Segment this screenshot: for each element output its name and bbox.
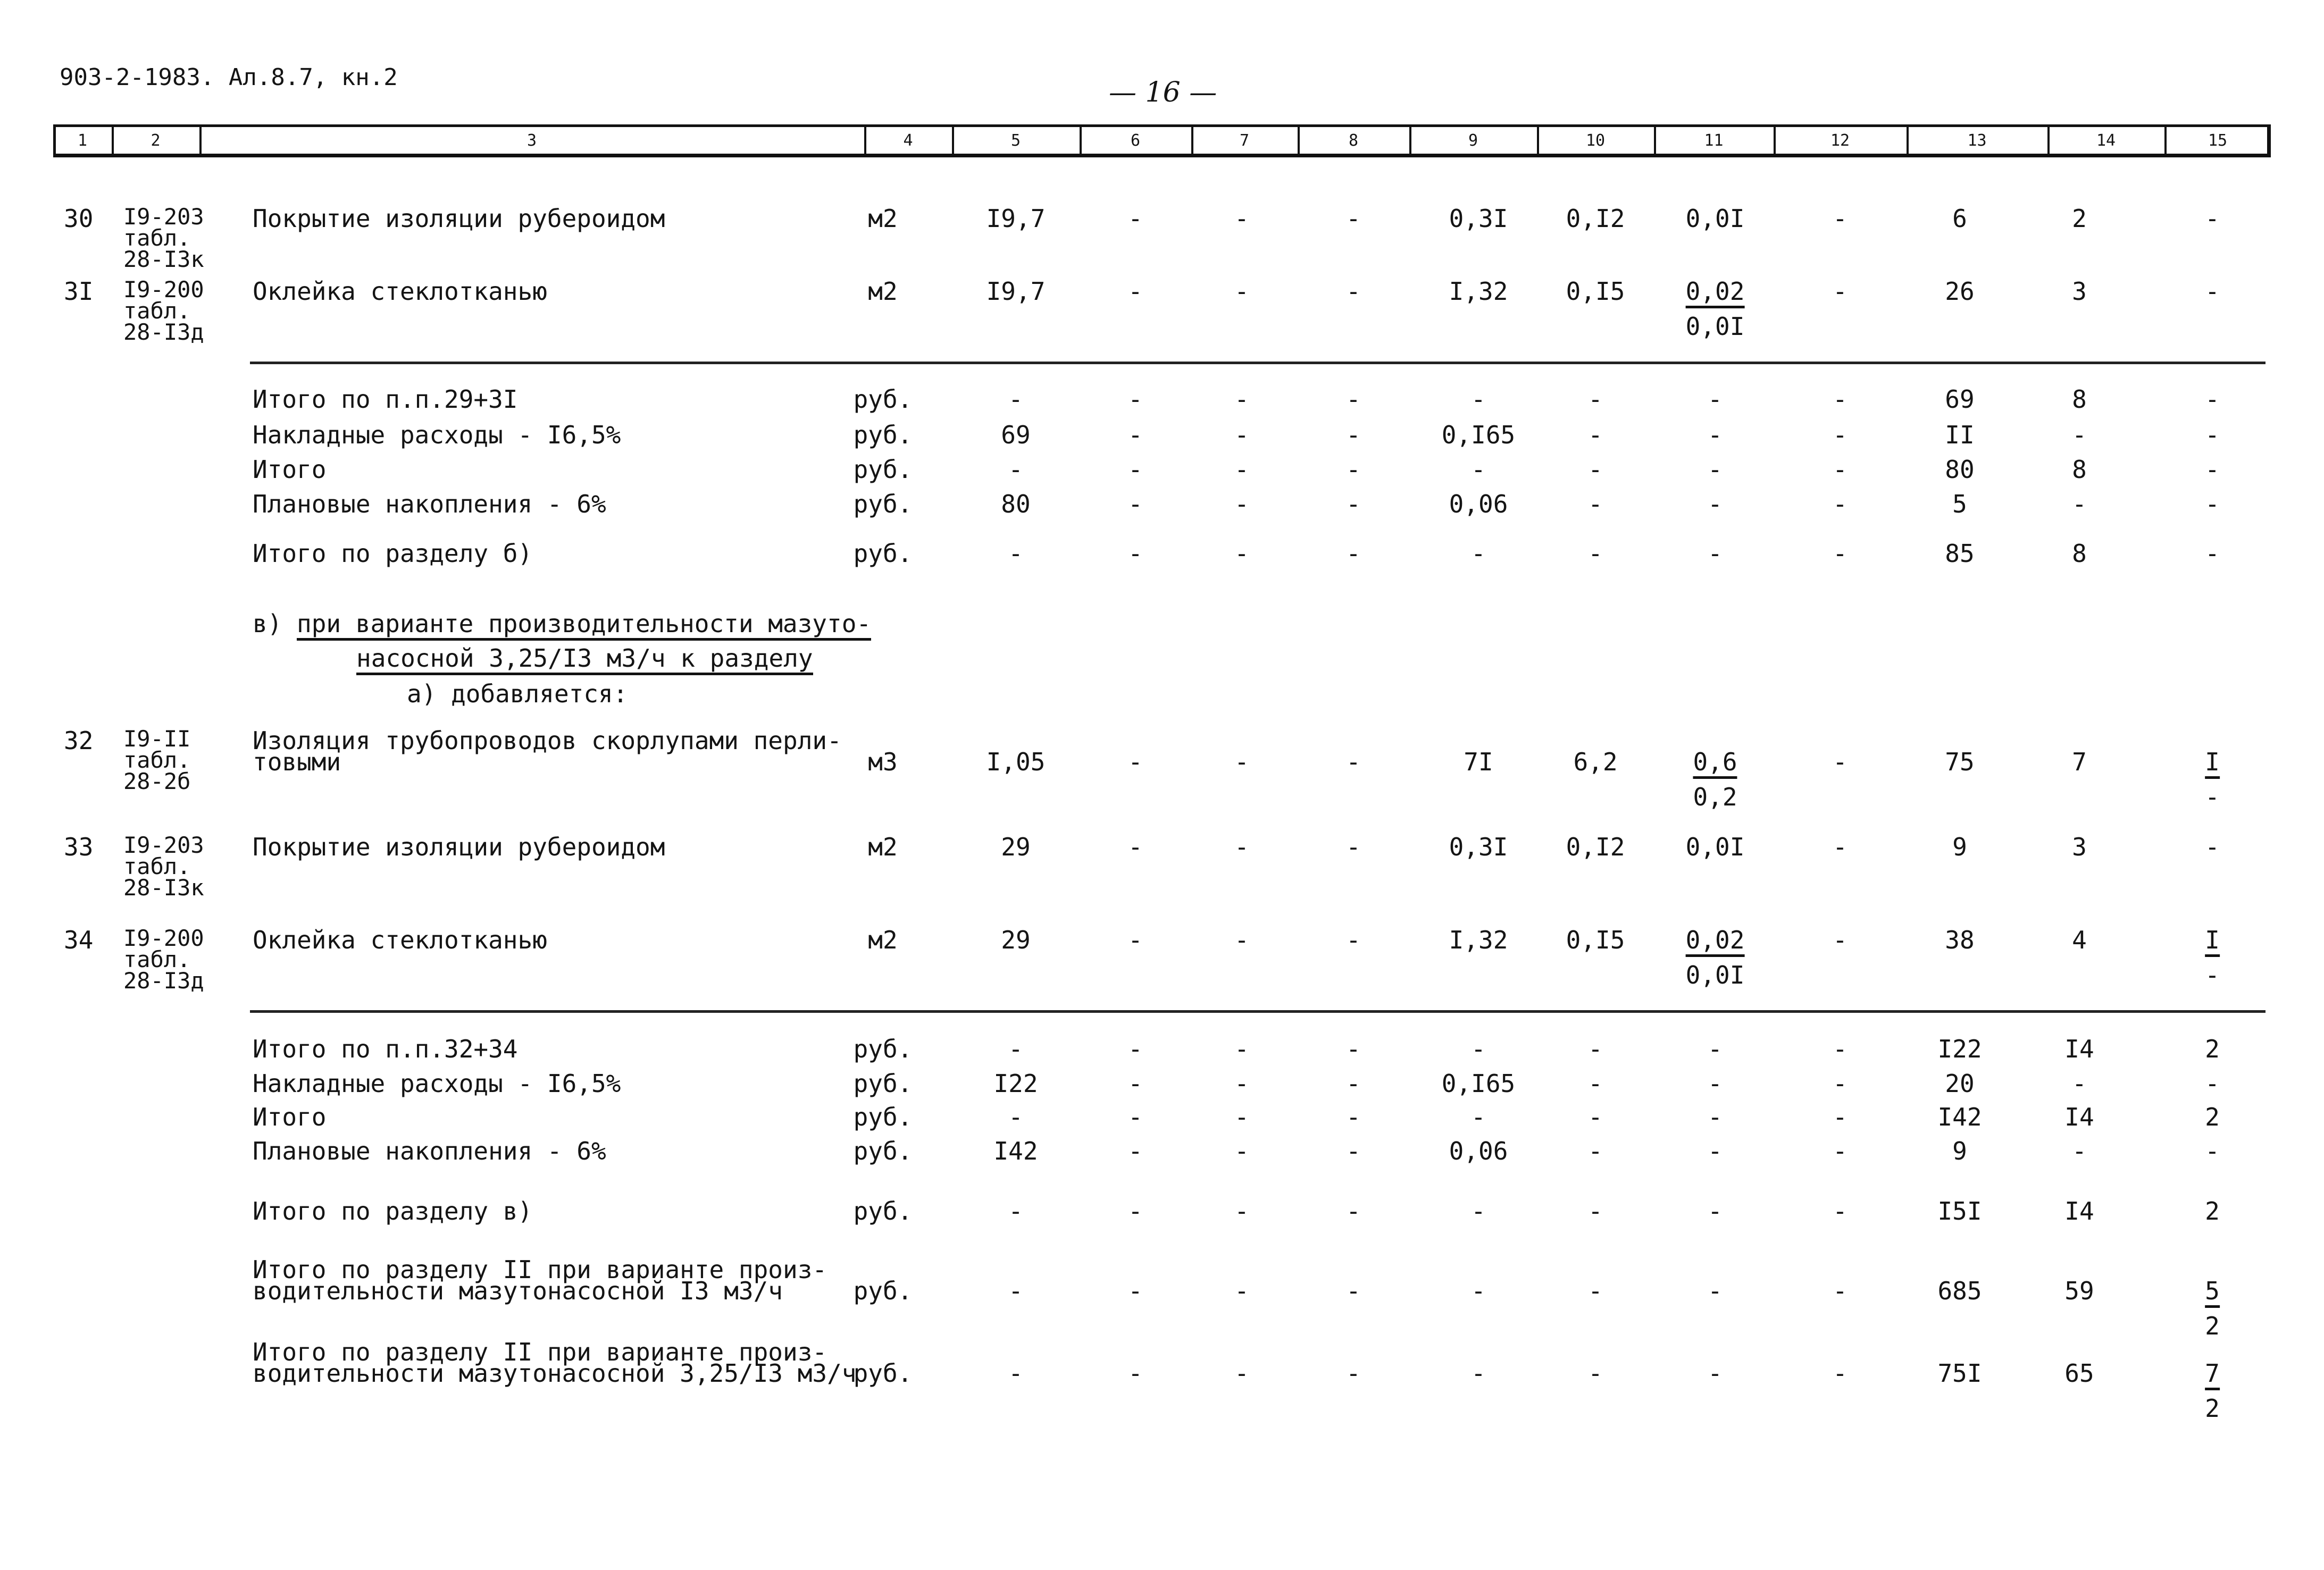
norm-code: 28-I3к xyxy=(123,246,204,272)
value-c14: 2 xyxy=(2072,204,2087,233)
value-c14: - xyxy=(2072,421,2087,449)
value-c5: 69 xyxy=(1001,421,1031,449)
unit: м2 xyxy=(868,833,898,861)
unit: руб. xyxy=(853,1103,913,1131)
norm-code: табл. xyxy=(123,946,191,972)
norm-code: I9-203 xyxy=(123,204,204,230)
unit: м3 xyxy=(868,748,898,776)
value-c8: - xyxy=(1346,926,1361,954)
value-c10: - xyxy=(1588,1277,1603,1305)
column-number-10: 10 xyxy=(1585,131,1606,150)
value-c9: - xyxy=(1471,1035,1486,1063)
value-c14: I4 xyxy=(2064,1035,2094,1063)
value-c6: - xyxy=(1128,455,1143,484)
value-c8: - xyxy=(1346,1069,1361,1098)
value-c15: 7 xyxy=(2205,1361,2220,1390)
value-c14: 8 xyxy=(2072,385,2087,414)
norm-code: I9-203 xyxy=(123,832,204,858)
column-number-7: 7 xyxy=(1239,131,1250,150)
value-c14: - xyxy=(2072,1069,2087,1098)
column-number-3: 3 xyxy=(526,131,537,150)
value-c14: 3 xyxy=(2072,833,2087,861)
value-c5: 29 xyxy=(1001,926,1031,954)
value-c13: 6 xyxy=(1952,204,1967,233)
value-c13: 685 xyxy=(1937,1277,1982,1305)
norm-code: I9-200 xyxy=(123,925,204,951)
column-separator xyxy=(952,124,954,157)
value-c9: 0,I65 xyxy=(1441,1069,1516,1098)
value-c14: 4 xyxy=(2072,926,2087,954)
value-c5: - xyxy=(1008,385,1023,414)
value-c13: I5I xyxy=(1937,1197,1982,1225)
row-number: 30 xyxy=(64,204,94,233)
value-c7: - xyxy=(1234,1197,1249,1225)
value-c9: - xyxy=(1471,1277,1486,1305)
value-c5: - xyxy=(1008,1103,1023,1131)
summary-name: Итого xyxy=(253,1103,327,1131)
value-c13: 26 xyxy=(1945,277,1975,306)
value-c6: - xyxy=(1128,1197,1143,1225)
unit: руб. xyxy=(853,1277,913,1305)
value-c11: - xyxy=(1708,1035,1723,1063)
value-c6: - xyxy=(1128,1069,1143,1098)
value-c8: - xyxy=(1346,204,1361,233)
value-c5: I9,7 xyxy=(986,277,1046,306)
value-c10: - xyxy=(1588,385,1603,414)
value-c5: I,05 xyxy=(986,748,1046,776)
value-c11: - xyxy=(1708,1069,1723,1098)
value-c7: - xyxy=(1234,1277,1249,1305)
unit: м2 xyxy=(868,277,898,306)
value-c11: - xyxy=(1708,539,1723,568)
value-c12: - xyxy=(1833,1069,1848,1098)
value-c12: - xyxy=(1833,1277,1848,1305)
column-separator xyxy=(2047,124,2050,157)
value-c5: - xyxy=(1008,1277,1023,1305)
value-c8: - xyxy=(1346,385,1361,414)
item-name: Оклейка стеклотканью xyxy=(253,277,547,306)
column-number-1: 1 xyxy=(77,131,88,150)
value-c6: - xyxy=(1128,385,1143,414)
norm-code: 28-I3к xyxy=(123,875,204,901)
norm-code: 28-2б xyxy=(123,768,191,794)
value-c11: - xyxy=(1708,1103,1723,1131)
column-number-2: 2 xyxy=(151,131,161,150)
value-c10: - xyxy=(1588,455,1603,484)
value-c10: 0,I5 xyxy=(1566,926,1625,954)
value-c11: 0,6 xyxy=(1693,750,1737,779)
value-c7: - xyxy=(1234,421,1249,449)
value-c11: 0,02 xyxy=(1686,279,1745,308)
value-c7: - xyxy=(1234,490,1249,518)
column-separator xyxy=(1654,124,1656,157)
value-c15: 2 xyxy=(2205,1103,2220,1131)
value-c13: 80 xyxy=(1945,455,1975,484)
summary-name: Накладные расходы - I6,5% xyxy=(253,1069,621,1098)
summary-name: Плановые накопления - 6% xyxy=(253,490,606,518)
value-c13: 85 xyxy=(1945,539,1975,568)
value-c11: 0,02 xyxy=(1686,928,1745,957)
value-c11: - xyxy=(1708,1277,1723,1305)
unit: м2 xyxy=(868,926,898,954)
value-c11: - xyxy=(1708,1137,1723,1165)
document-code: 903-2-1983. Ал.8.7, кн.2 xyxy=(60,64,398,91)
value-c11: - xyxy=(1708,1197,1723,1225)
value-c8: - xyxy=(1346,539,1361,568)
value-c6: - xyxy=(1128,490,1143,518)
value-c15: - xyxy=(2205,455,2220,484)
value-c14: 3 xyxy=(2072,277,2087,306)
value-c12: - xyxy=(1833,833,1848,861)
row-number: 34 xyxy=(64,926,94,954)
value-c7: - xyxy=(1234,748,1249,776)
value-c6: - xyxy=(1128,1103,1143,1131)
value-c15: - xyxy=(2205,277,2220,306)
summary-name: Итого по п.п.29+3I xyxy=(253,385,518,414)
page-number: — 16 — xyxy=(1109,77,1217,108)
value-c13: 69 xyxy=(1945,385,1975,414)
value-c15: - xyxy=(2205,833,2220,861)
value-c13: 5 xyxy=(1952,490,1967,518)
value-c11: - xyxy=(1708,490,1723,518)
column-number-4: 4 xyxy=(903,131,913,150)
summary-name: Итого по разделу в) xyxy=(253,1197,533,1225)
summary-name: Накладные расходы - I6,5% xyxy=(253,421,621,449)
value-c7: - xyxy=(1234,1035,1249,1063)
value-c14: I4 xyxy=(2064,1103,2094,1131)
section-title-line1: при варианте производительности мазуто- xyxy=(297,611,871,641)
value-c5: - xyxy=(1008,1359,1023,1388)
value-c12: - xyxy=(1833,1197,1848,1225)
value-c6: - xyxy=(1128,1277,1143,1305)
value-c7: - xyxy=(1234,204,1249,233)
value-c10: - xyxy=(1588,421,1603,449)
value-c15: 2 xyxy=(2205,1197,2220,1225)
value-c9: - xyxy=(1471,455,1486,484)
unit: руб. xyxy=(853,1197,913,1225)
value-c15: - xyxy=(2205,1137,2220,1165)
separator-line xyxy=(250,362,2266,364)
value-c5: 29 xyxy=(1001,833,1031,861)
value-c14: 8 xyxy=(2072,455,2087,484)
norm-code: табл. xyxy=(123,298,191,324)
value-c13: 20 xyxy=(1945,1069,1975,1098)
value-c15-sub: 2 xyxy=(2205,1312,2220,1340)
norm-code: табл. xyxy=(123,853,191,879)
norm-code: 28-I3д xyxy=(123,319,204,345)
column-separator xyxy=(864,124,866,157)
value-c9: 0,3I xyxy=(1449,833,1508,861)
value-c13: 9 xyxy=(1952,833,1967,861)
value-c8: - xyxy=(1346,1137,1361,1165)
value-c9: 0,06 xyxy=(1449,490,1508,518)
value-c14: 8 xyxy=(2072,539,2087,568)
value-c6: - xyxy=(1128,539,1143,568)
value-c13: I42 xyxy=(1937,1103,1982,1131)
value-c15-sub: - xyxy=(2205,961,2220,989)
unit: руб. xyxy=(853,455,913,484)
value-c15-sub: - xyxy=(2205,783,2220,811)
value-c9: - xyxy=(1471,1197,1486,1225)
value-c15: - xyxy=(2205,490,2220,518)
column-separator xyxy=(1298,124,1300,157)
value-c12: - xyxy=(1833,455,1848,484)
value-c7: - xyxy=(1234,1103,1249,1131)
value-c10: - xyxy=(1588,1069,1603,1098)
value-c14: - xyxy=(2072,1137,2087,1165)
value-c15: - xyxy=(2205,204,2220,233)
value-c15: I xyxy=(2205,928,2220,957)
row-number: 33 xyxy=(64,833,94,861)
value-c7: - xyxy=(1234,1137,1249,1165)
value-c15: 2 xyxy=(2205,1035,2220,1063)
summary-name: Итого по разделу II при варианте произ- xyxy=(253,1255,827,1284)
column-number-15: 15 xyxy=(2208,131,2228,150)
column-number-6: 6 xyxy=(1130,131,1141,150)
value-c10: - xyxy=(1588,1103,1603,1131)
section-prefix: в) xyxy=(253,609,282,638)
value-c8: - xyxy=(1346,277,1361,306)
column-number-5: 5 xyxy=(1010,131,1021,150)
value-c12: - xyxy=(1833,539,1848,568)
value-c6: - xyxy=(1128,421,1143,449)
value-c8: - xyxy=(1346,748,1361,776)
value-c6: - xyxy=(1128,1035,1143,1063)
value-c5: - xyxy=(1008,1197,1023,1225)
value-c12: - xyxy=(1833,1137,1848,1165)
summary-name: Итого по п.п.32+34 xyxy=(253,1035,518,1063)
column-separator xyxy=(1191,124,1193,157)
value-c7: - xyxy=(1234,277,1249,306)
column-separator xyxy=(1774,124,1776,157)
value-c8: - xyxy=(1346,1103,1361,1131)
item-name: Оклейка стеклотканью xyxy=(253,926,547,954)
item-name: товыми xyxy=(253,748,341,776)
column-separator xyxy=(112,124,114,157)
column-number-14: 14 xyxy=(2096,131,2116,150)
value-c9: I,32 xyxy=(1449,926,1508,954)
value-c12: - xyxy=(1833,1103,1848,1131)
value-c11: - xyxy=(1708,385,1723,414)
value-c5: 80 xyxy=(1001,490,1031,518)
value-c11: - xyxy=(1708,1359,1723,1388)
norm-code: 28-I3д xyxy=(123,968,204,994)
value-c8: - xyxy=(1346,421,1361,449)
value-c15: - xyxy=(2205,385,2220,414)
value-c6: - xyxy=(1128,748,1143,776)
value-c13: 38 xyxy=(1945,926,1975,954)
value-c8: - xyxy=(1346,833,1361,861)
value-c5: - xyxy=(1008,1035,1023,1063)
summary-name: Итого по разделу II при варианте произ- xyxy=(253,1338,827,1366)
value-c8: - xyxy=(1346,1035,1361,1063)
value-c11: - xyxy=(1708,455,1723,484)
value-c10: 0,I5 xyxy=(1566,277,1625,306)
norm-code: I9-II xyxy=(123,726,191,752)
value-c12: - xyxy=(1833,926,1848,954)
column-separator xyxy=(2164,124,2167,157)
norm-code: табл. xyxy=(123,747,191,773)
value-c8: - xyxy=(1346,490,1361,518)
summary-name: водительности мазутонасосной 3,25/I3 м3/ч xyxy=(253,1359,857,1388)
column-separator xyxy=(1409,124,1411,157)
value-c14: 7 xyxy=(2072,748,2087,776)
value-c6: - xyxy=(1128,926,1143,954)
value-c10: - xyxy=(1588,490,1603,518)
unit: руб. xyxy=(853,539,913,568)
unit: руб. xyxy=(853,1137,913,1165)
unit: руб. xyxy=(853,421,913,449)
value-c15: 5 xyxy=(2205,1279,2220,1308)
value-c5: - xyxy=(1008,539,1023,568)
value-c5: - xyxy=(1008,455,1023,484)
value-c8: - xyxy=(1346,455,1361,484)
value-c9: - xyxy=(1471,539,1486,568)
column-number-9: 9 xyxy=(1468,131,1478,150)
row-number: 32 xyxy=(64,726,94,755)
unit: руб. xyxy=(853,385,913,414)
value-c8: - xyxy=(1346,1359,1361,1388)
value-c11-sub: 0,0I xyxy=(1685,961,1745,989)
value-c11-sub: 0,0I xyxy=(1685,312,1745,341)
value-c15-sub: 2 xyxy=(2205,1394,2220,1423)
value-c5: I22 xyxy=(993,1069,1038,1098)
value-c9: - xyxy=(1471,385,1486,414)
value-c13: I22 xyxy=(1937,1035,1982,1063)
value-c10: 0,I2 xyxy=(1566,833,1625,861)
value-c6: - xyxy=(1128,1137,1143,1165)
value-c12: - xyxy=(1833,1035,1848,1063)
value-c14: - xyxy=(2072,490,2087,518)
value-c14: I4 xyxy=(2064,1197,2094,1225)
value-c12: - xyxy=(1833,490,1848,518)
summary-name: Плановые накопления - 6% xyxy=(253,1137,606,1165)
value-c6: - xyxy=(1128,277,1143,306)
column-separator xyxy=(1907,124,1909,157)
value-c11: 0,0I xyxy=(1685,204,1745,233)
value-c8: - xyxy=(1346,1197,1361,1225)
column-number-8: 8 xyxy=(1348,131,1359,150)
unit: руб. xyxy=(853,1359,913,1388)
value-c13: 75 xyxy=(1945,748,1975,776)
value-c8: - xyxy=(1346,1277,1361,1305)
column-separator xyxy=(1080,124,1082,157)
value-c7: - xyxy=(1234,1069,1249,1098)
value-c10: - xyxy=(1588,1137,1603,1165)
value-c5: I9,7 xyxy=(986,204,1046,233)
value-c9: 0,06 xyxy=(1449,1137,1508,1165)
norm-code: табл. xyxy=(123,225,191,251)
value-c14: 65 xyxy=(2064,1359,2094,1388)
separator-line xyxy=(250,1010,2266,1013)
unit: руб. xyxy=(853,1069,913,1098)
value-c10: - xyxy=(1588,539,1603,568)
value-c12: - xyxy=(1833,421,1848,449)
value-c11: 0,0I xyxy=(1685,833,1745,861)
value-c7: - xyxy=(1234,455,1249,484)
value-c9: - xyxy=(1471,1359,1486,1388)
section-title-line3: а) добавляется: xyxy=(407,679,628,708)
value-c9: 0,3I xyxy=(1449,204,1508,233)
value-c13: II xyxy=(1945,421,1975,449)
value-c10: - xyxy=(1588,1035,1603,1063)
item-name: Покрытие изоляции рубероидом xyxy=(253,833,665,861)
value-c15: - xyxy=(2205,1069,2220,1098)
value-c6: - xyxy=(1128,1359,1143,1388)
value-c13: 75I xyxy=(1937,1359,1982,1388)
value-c10: 6,2 xyxy=(1573,748,1618,776)
unit: руб. xyxy=(853,1035,913,1063)
value-c9: - xyxy=(1471,1103,1486,1131)
value-c12: - xyxy=(1833,1359,1848,1388)
summary-name: водительности мазутонасосной I3 м3/ч xyxy=(253,1277,783,1305)
column-number-13: 13 xyxy=(1967,131,1987,150)
value-c10: - xyxy=(1588,1359,1603,1388)
column-separator xyxy=(1537,124,1539,157)
item-name: Изоляция трубопроводов скорлупами перли- xyxy=(253,726,842,755)
value-c7: - xyxy=(1234,539,1249,568)
value-c12: - xyxy=(1833,204,1848,233)
unit: руб. xyxy=(853,490,913,518)
value-c5: I42 xyxy=(993,1137,1038,1165)
value-c7: - xyxy=(1234,926,1249,954)
value-c15: - xyxy=(2205,421,2220,449)
value-c10: 0,I2 xyxy=(1566,204,1625,233)
value-c12: - xyxy=(1833,277,1848,306)
value-c9: 7I xyxy=(1464,748,1493,776)
summary-name: Итого xyxy=(253,455,327,484)
summary-name: Итого по разделу б) xyxy=(253,539,533,568)
value-c9: I,32 xyxy=(1449,277,1508,306)
value-c7: - xyxy=(1234,1359,1249,1388)
value-c11: - xyxy=(1708,421,1723,449)
section-title-line2: насосной 3,25/I3 м3/ч к разделу xyxy=(356,646,813,675)
value-c7: - xyxy=(1234,385,1249,414)
value-c14: 59 xyxy=(2064,1277,2094,1305)
norm-code: I9-200 xyxy=(123,276,204,303)
item-name: Покрытие изоляции рубероидом xyxy=(253,204,665,233)
value-c12: - xyxy=(1833,385,1848,414)
value-c15: I xyxy=(2205,750,2220,779)
value-c6: - xyxy=(1128,833,1143,861)
value-c9: 0,I65 xyxy=(1441,421,1516,449)
value-c11-sub: 0,2 xyxy=(1693,783,1737,811)
value-c6: - xyxy=(1128,204,1143,233)
column-number-11: 11 xyxy=(1704,131,1724,150)
value-c10: - xyxy=(1588,1197,1603,1225)
unit: м2 xyxy=(868,204,898,233)
value-c7: - xyxy=(1234,833,1249,861)
value-c13: 9 xyxy=(1952,1137,1967,1165)
value-c12: - xyxy=(1833,748,1848,776)
column-separator xyxy=(199,124,202,157)
row-number: 3I xyxy=(64,277,94,306)
value-c15: - xyxy=(2205,539,2220,568)
column-number-12: 12 xyxy=(1830,131,1850,150)
